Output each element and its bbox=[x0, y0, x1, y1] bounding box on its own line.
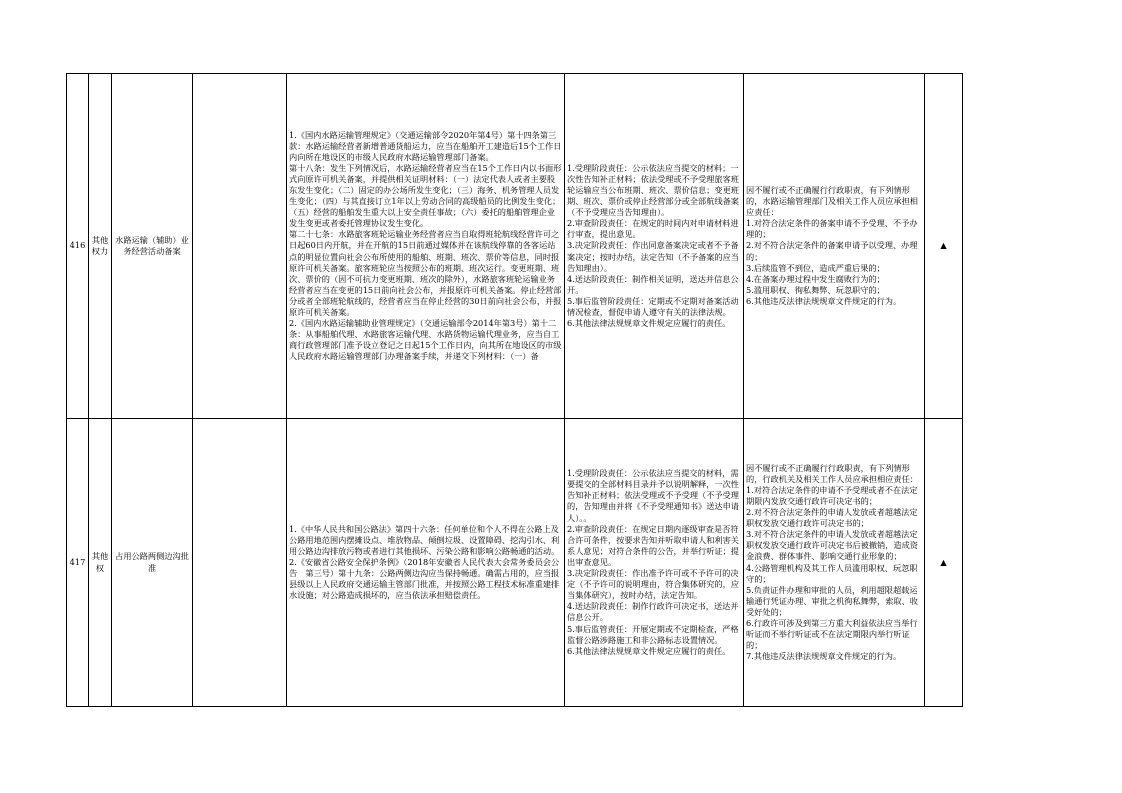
responsibility-item: 1.受理阶段责任：公示依法应当提交的材料，需要提交的全部材料目录并予以说明解释，一次性告知补正材料；依法受理或不予受理（不予受理的，告知理由并将《不予受理通知书》送达申请人）。。 bbox=[567, 468, 739, 523]
power-type: 其他权 bbox=[89, 419, 112, 707]
accountability-item: 2.对不符合法定条件的备案申请予以受理、办理的； bbox=[746, 240, 918, 262]
legal-basis-paragraph: 1.《中华人民共和国公路法》第四十六条：任何单位和个人不得在公路上及公路用地范围内摆摊设点、堆放物品、倾倒垃圾、设置障碍、挖沟引水、利用公路边沟排放污物或者进行其他损坏、污染公路和影响公路畅通的活动。 bbox=[289, 523, 560, 556]
item-number: 416 bbox=[67, 74, 89, 419]
accountability-item: 因不履行或不正确履行行政职责，有下列情形的，行政机关及相关工作人员应承担相应责任： bbox=[746, 462, 918, 484]
accountability-item: 3.后续监管不到位，造成严重后果的； bbox=[746, 262, 885, 273]
responsibility-item: 5.事后监管责任：开展定期或不定期检查，严格监督公路涉路施工和非公路标志设置情况。 bbox=[567, 623, 739, 645]
responsibility-item: 2.审查阶段责任：在规定的时间内对申请材料进行审查，提出意见。 bbox=[567, 218, 739, 240]
responsibility-cell bbox=[565, 419, 744, 707]
table-row bbox=[67, 74, 963, 419]
legal-basis-paragraph: 1.《国内水路运输管理规定》（交通运输部令2020年第4号）第十四条第三款：水路运输经营者新增普通货船运力，应当在船舶开工建造后15个工作日内向所在地设区的市级人民政府水路运输管理部门备案。 bbox=[289, 129, 562, 162]
responsibility-item: 1.受理阶段责任：公示依法应当提交的材料；一次性告知补正材料；依法受理或不予受理旅客班轮运输应当公布班期、班次、票价信息；变更班期、班次、票价或停止经营部分或全部航线备案（不予受理应当告知理由）。 bbox=[567, 162, 739, 218]
legal-basis-paragraph: 第二十七条：水路旅客班轮运输业务经营者应当自取得班轮航线经营许可之日起60日内开航，并在开航的15日前通过媒体并在该航线停靠的各客运站点的明显位置向社会公布所使用的船舶、班期、班次、票价等信息，同时报原许可机关备案。旅客班轮应当按照公布的班期、班次运行。变更班期、班次、票价的（因不可抗力变更班期、班次的除外），水路旅客班轮运输业务经营者应当在变更的15日前向社会公布，并报原许可机关备案。停止经营部分或者全部班轮航线的，经营者应当在停止经营的30日前向社会公布，并报原许可机关备案。 bbox=[289, 229, 562, 318]
triangle-mark-icon: ▲ bbox=[925, 419, 963, 707]
empty-cell bbox=[193, 74, 287, 419]
accountability-cell bbox=[744, 419, 925, 707]
responsibility-cell bbox=[565, 74, 744, 419]
accountability-item: 7.其他违反法律法规规章文件规定的行为。 bbox=[746, 651, 902, 662]
legal-basis-cell bbox=[287, 74, 565, 419]
power-list-table bbox=[66, 73, 963, 707]
responsibility-item: 3.决定阶段责任：作出同意备案决定或者不予备案决定；按时办结，法定告知（不予备案的应当告知理由）。 bbox=[567, 240, 739, 273]
responsibility-item: 4.送达阶段责任：制作行政许可决定书，送达并信息公开。 bbox=[567, 601, 739, 623]
legal-basis-paragraph: 第十八条：发生下列情况后，水路运输经营者应当在15个工作日内以书面形式向原许可机关备案，并提供相关证明材料：（一）法定代表人或者主要股东发生变化；（二）固定的办公场所发生变化；（三）海务、机务管理人员发生变化；（四）与其直接订立1年以上劳动合同的高级船员的比例发生变化；（五）经营的船舶发生重大以上安全责任事故；（六）委托的船舶管理企业发生变更或者委托管理协议发生变化。 bbox=[289, 162, 562, 229]
responsibility-item: 6.其他法律法规规章文件规定应履行的责任。 bbox=[567, 318, 731, 329]
legal-basis-cell bbox=[287, 419, 565, 707]
item-name: 水路运输（辅助）业务经营活动备案 bbox=[112, 74, 193, 419]
accountability-item: 1.对符合法定条件的申请不予受理或者不在法定期限内发放交通行政许可决定书的； bbox=[746, 484, 918, 506]
accountability-item: 3.对不符合法定条件的申请人发放或者超越法定职权发放交通行政许可决定书后被撤销，造成资金浪费、群体事件、影响交通行业形象的； bbox=[746, 529, 918, 562]
accountability-item: 因不履行或不正确履行行政职责，有下列情形的，水路运输管理部门及相关工作人员应承担相应责任： bbox=[746, 184, 918, 218]
accountability-item: 5.滥用职权、徇私舞弊、玩忽职守的； bbox=[746, 284, 885, 295]
accountability-item: 4.在备案办理过程中发生腐败行为的； bbox=[746, 273, 885, 284]
accountability-cell bbox=[744, 74, 925, 419]
responsibility-item: 6.其他法律法规规章文件规定应履行的责任。 bbox=[567, 645, 731, 656]
accountability-item: 6.行政许可涉及到第三方重大利益依法应当举行听证而不举行听证或不在法定期限内举行听证的； bbox=[746, 617, 918, 651]
accountability-item: 5.负责证件办理和审批的人员，利用超限超载运输通行凭证办理、审批之机徇私舞弊，索取、收受好处的； bbox=[746, 584, 918, 617]
accountability-item: 1.对符合法定条件的备案申请不予受理、不予办理的； bbox=[746, 218, 918, 240]
item-number: 417 bbox=[67, 419, 89, 707]
accountability-item: 2.对不符合法定条件的申请人发放或者超越法定职权发放交通行政许可决定书的； bbox=[746, 507, 918, 529]
accountability-item: 6.其他违反法律法规规章文件规定的行为。 bbox=[746, 295, 902, 306]
accountability-item: 4.公路管理机构及其工作人员滥用职权、玩忽职守的； bbox=[746, 562, 918, 584]
empty-cell bbox=[193, 419, 287, 707]
legal-basis-paragraph: 2.《国内水路运输辅助业管理规定》（交通运输部令2014年第3号）第十二条：从事船舶代理、水路旅客运输代理、水路货物运输代理业务，应当自工商行政管理部门准予设立登记之日起15个工作日内，向其所在地设区的市级人民政府水路运输管理部门办理备案手续，并递交下列材料：（一）备 bbox=[289, 318, 562, 362]
responsibility-item: 4.送达阶段责任：制作相关证明，送达并信息公开。 bbox=[567, 273, 739, 295]
responsibility-item: 5.事后监管阶段责任：定期或不定期对备案活动情况检查，督促申请人遵守有关的法律法规。 bbox=[567, 295, 739, 318]
item-name: 占用公路两侧边沟批准 bbox=[112, 419, 193, 707]
table-row bbox=[67, 419, 963, 707]
responsibility-item: 2.审查阶段责任：在规定日期内逐级审查是否符合许可条件，按要求告知并听取申请人和利害关系人意见；对符合条件的公告，并举行听证；提出审查意见。 bbox=[567, 523, 739, 567]
triangle-mark-icon: ▲ bbox=[925, 74, 963, 419]
legal-basis-paragraph: 2.《安徽省公路安全保护条例》（2018年安徽省人民代表大会常务委员会公告 第三号）第十九条：公路两侧边沟应当保持畅通。确需占用的，应当报县级以上人民政府交通运输主管部门批准，并按照公路工程技术标准重建排水设施；对公路造成损坏的，应当依法承担赔偿责任。 bbox=[289, 556, 560, 601]
power-type: 其他权力 bbox=[89, 74, 112, 419]
responsibility-item: 3.决定阶段责任：作出准予许可或不予许可的决定（不予许可的说明理由，符合集体研究的，应当集体研究），按时办结，法定告知。 bbox=[567, 568, 739, 601]
